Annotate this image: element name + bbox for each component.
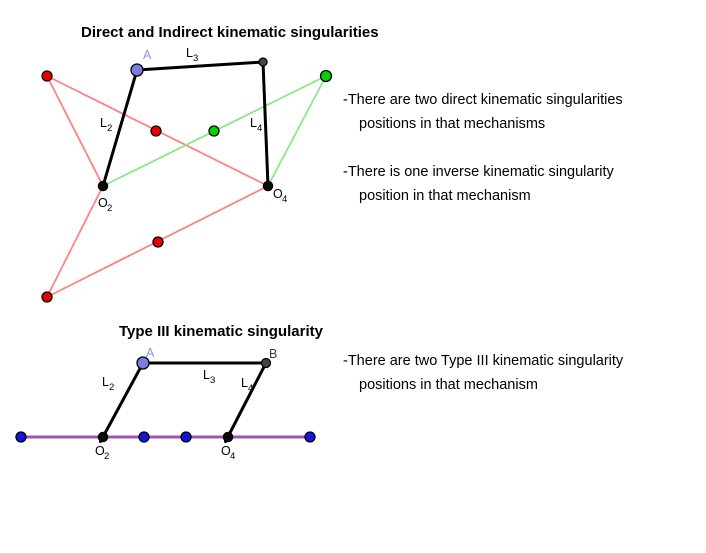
label-l3-base: L	[186, 46, 193, 60]
joint-b-point	[259, 58, 267, 66]
note-type3-singularity	[343, 349, 623, 397]
label-o4-sub: 4	[282, 194, 288, 205]
pivot-o4	[263, 181, 272, 190]
label-l3-bottom-base: L	[203, 368, 210, 382]
label-l2-bottom-sub: 2	[109, 382, 115, 393]
label-l4-bottom-sub: 4	[248, 383, 254, 394]
label-b-bottom: B	[269, 347, 278, 361]
blue-collinear-point-4	[305, 432, 315, 442]
label-l2-sub: 2	[107, 123, 113, 134]
top-diagram-title: Direct and Indirect kinematic singularities	[81, 24, 379, 41]
blue-collinear-point-2	[139, 432, 149, 442]
label-l3-bottom-sub: 3	[210, 375, 216, 386]
red-ray-top-to-o2	[47, 76, 103, 186]
link-l3	[137, 62, 263, 70]
pivot-o2-bottom	[98, 432, 107, 441]
label-l2-base: L	[100, 116, 107, 130]
direct-singularity-rays	[47, 76, 268, 297]
label-o2-sub: 2	[107, 203, 113, 214]
note-type3-line2: positions in that mechanism	[359, 377, 538, 393]
blue-collinear-point-1	[16, 432, 26, 442]
blue-collinear-point-3	[181, 432, 191, 442]
red-singularity-point-top	[42, 71, 52, 81]
red-singularity-point-bottom	[42, 292, 52, 302]
label-a-bottom: A	[146, 346, 155, 360]
label-a: A	[143, 48, 152, 62]
bottom-diagram	[16, 346, 315, 462]
note-inverse-line1: -There is one inverse kinematic singularity	[343, 164, 614, 180]
bottom-diagram-title: Type III kinematic singularity	[119, 323, 323, 340]
red-mid-point-upper	[151, 126, 161, 136]
note-direct-line2: positions in that mechanisms	[359, 116, 546, 132]
label-o4-base: O	[273, 187, 283, 201]
joint-a-point	[131, 64, 143, 76]
note-type3-line1: -There are two Type III kinematic singularity	[343, 353, 624, 369]
pivot-o2	[98, 181, 107, 190]
label-l4-bottom-base: L	[241, 376, 248, 390]
label-o2-base: O	[98, 196, 108, 210]
label-l4-base: L	[250, 116, 257, 130]
label-l2-bottom-base: L	[102, 375, 109, 389]
label-o4-bottom-base: O	[221, 444, 231, 458]
red-ray-bottom-to-o2	[47, 186, 103, 297]
top-diagram	[42, 46, 332, 302]
label-o4-bottom-sub: 4	[230, 451, 236, 462]
note-inverse-singularity	[343, 160, 614, 208]
link-l4-bottom	[226, 363, 267, 442]
note-direct-singularities	[343, 88, 623, 136]
green-ray-o4	[268, 76, 326, 186]
label-l4-sub: 4	[257, 123, 263, 134]
green-mid-point	[209, 126, 219, 136]
note-inverse-line2: position in that mechanism	[359, 188, 531, 204]
folded-linkage	[101, 363, 267, 442]
red-mid-point-lower	[153, 237, 163, 247]
label-o2-bottom-sub: 2	[104, 451, 110, 462]
label-l3-sub: 3	[193, 53, 199, 64]
link-l4	[263, 62, 268, 186]
label-o2-bottom-base: O	[95, 444, 105, 458]
green-singularity-point	[321, 71, 332, 82]
note-direct-line1: -There are two direct kinematic singularities	[343, 92, 623, 108]
four-bar-linkage	[103, 62, 268, 186]
pivot-o4-bottom	[223, 432, 232, 441]
